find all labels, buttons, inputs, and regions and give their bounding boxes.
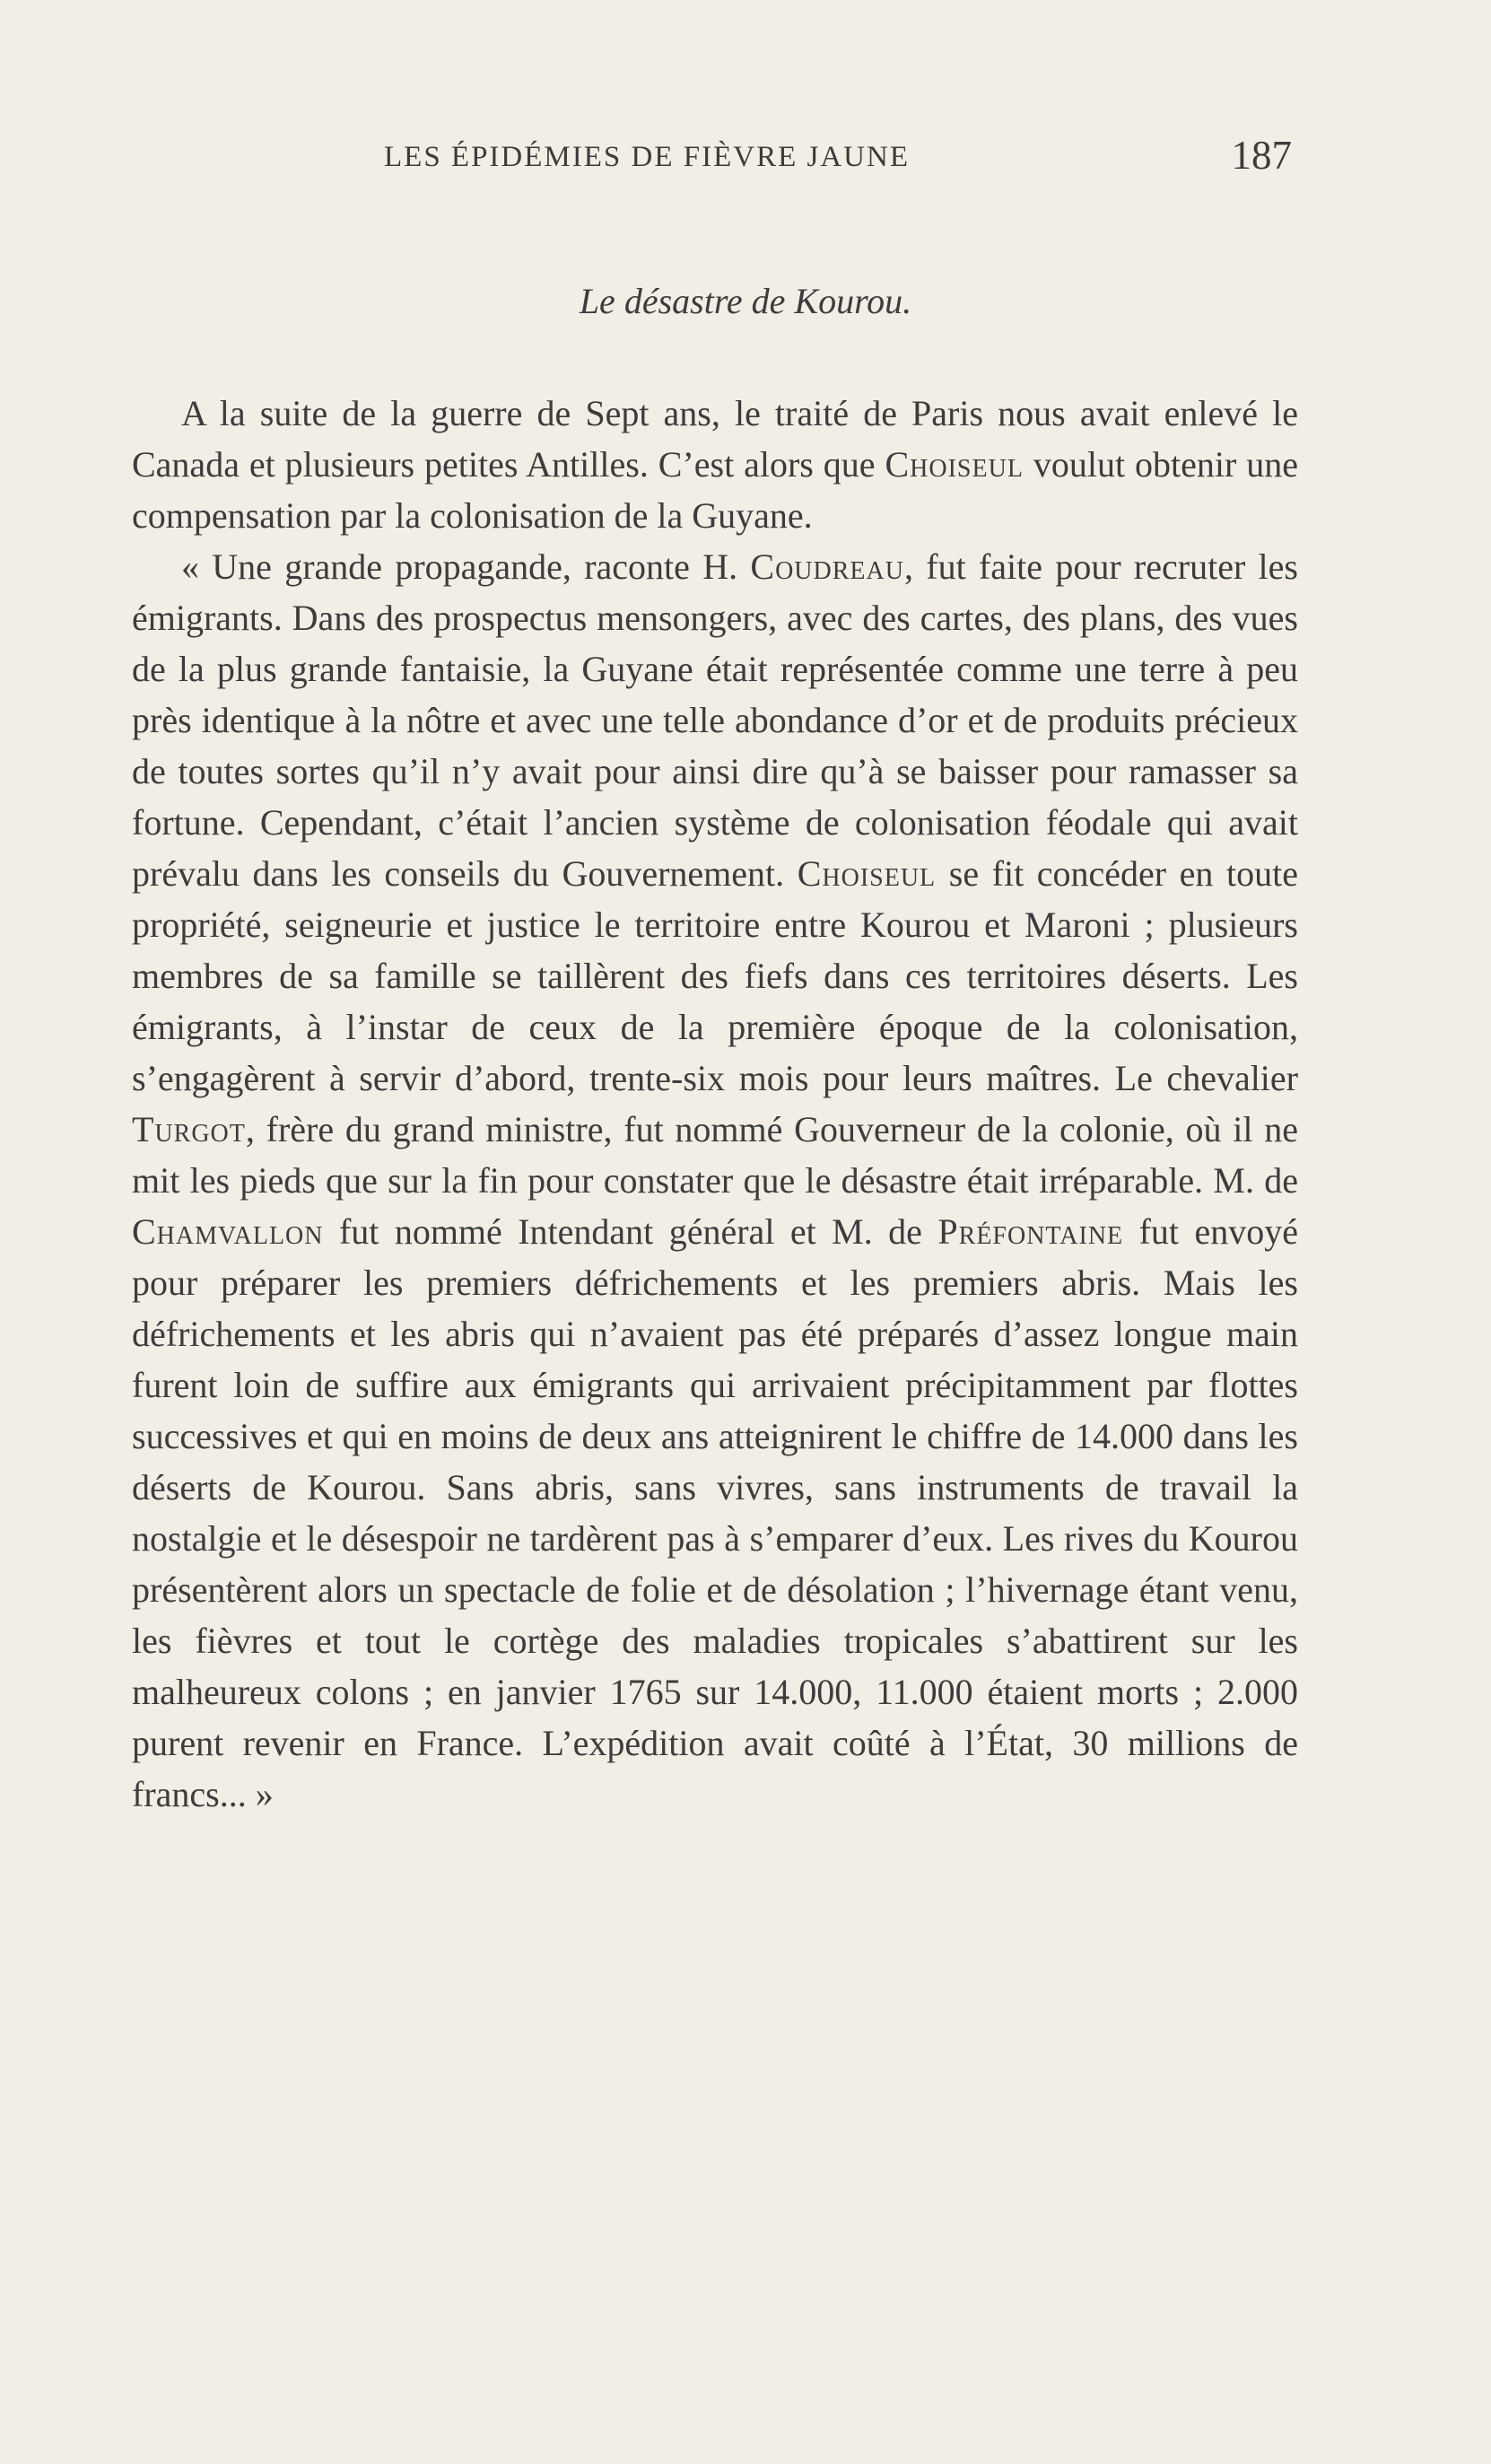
- paragraph-2: [132, 541, 1298, 1820]
- paragraph-2-text-5: fut nommé Intendant général et M. de: [323, 1211, 938, 1252]
- paragraph-2-text-2: , fut faite pour recruter les émigrants. Dans des prospectus mensongers, avec des cartes, des plans, des vues de la plus grande fantaisie, la Guyane était représentée comme une terre à peu près identique à la nôtre et avec une telle abondance d’or et de produits précieux de toutes sortes qu’il n’y avait pour ainsi dire qu’à se baisser pour ramasser sa fortune. Cependant, c’était l’ancien système de colonisation féodale qui avait prévalu dans les conseils du Gouvernement.: [132, 546, 1298, 894]
- name-prefontaine: Préfontaine: [937, 1211, 1124, 1252]
- page-header: [135, 130, 1292, 184]
- paragraph-2-text-3: se fit concéder en toute propriété, seigneurie et justice le territoire entre Kourou et Maroni ; plusieurs membres de sa famille se taillèrent des fiefs dans ces territoires déserts. Les émigrants, à l’instar de ceux de la première époque de la colonisation, s’engagèrent à servir d’abord, trente-six mois pour leurs maîtres. Le chevalier: [132, 853, 1298, 1098]
- name-choiseul: Choiseul: [885, 444, 1024, 485]
- paragraph-2-text-4: , frère du grand ministre, fut nommé Gouverneur de la colonie, où il ne mit les pieds que sur la fin pour constater que le désastre était irréparable. M. de: [132, 1109, 1298, 1201]
- name-turgot: Turgot: [132, 1109, 246, 1149]
- paragraph-2-text-1: « Une grande propagande, raconte H.: [181, 546, 751, 587]
- paragraph-1-text-1: A la suite de la guerre de Sept ans, le traité de Paris nous avait enlevé le Canada et plusieurs petites Antilles. C’est alors que: [132, 393, 1298, 485]
- page-number: 187: [1231, 133, 1292, 178]
- name-chamvallon: Chamvallon: [132, 1211, 324, 1252]
- paragraph-1-text-2: voulut obtenir une compensation par la colonisation de la Guyane.: [132, 444, 1299, 536]
- paragraph-1: [132, 388, 1298, 541]
- name-choiseul-2: Choiseul: [797, 853, 937, 894]
- running-title: LES ÉPIDÉMIES DE FIÈVRE JAUNE: [384, 141, 910, 173]
- name-coudreau: Coudreau: [750, 546, 904, 587]
- section-title: Le désastre de Kourou.: [579, 281, 912, 321]
- body-text: [132, 388, 1298, 1820]
- paragraph-2-text-6: fut envoyé pour préparer les premiers défrichements et les premiers abris. Mais les défrichements et les abris qui n’avaient pas été préparés d’assez longue main furent loin de suffire aux émigrants qui arrivaient précipitamment par flottes successives et qui en moins de deux ans atteignirent le chiffre de 14.000 dans les déserts de Kourou. Sans abris, sans vivres, sans instruments de travail la nostalgie et le désespoir ne tardèrent pas à s’emparer d’eux. Les rives du Kourou présentèrent alors un spectacle de folie et de désolation ; l’hivernage étant venu, les fièvres et tout le cortège des maladies tropicales s’abattirent sur les malheureux colons ; en janvier 1765 sur 14.000, 11.000 étaient morts ; 2.000 purent revenir en France. L’expédition avait coûté à l’État, 30 millions de francs... »: [132, 1211, 1298, 1814]
